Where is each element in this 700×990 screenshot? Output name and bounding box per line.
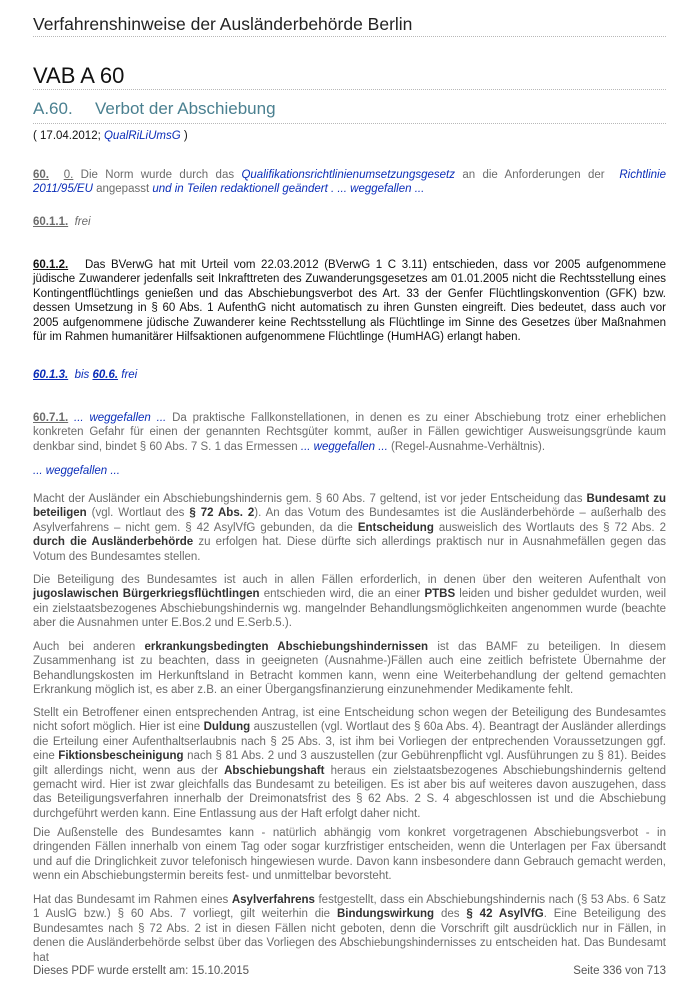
- text: leiden und bisher geduldet wurden, weil ein zielstaatsbezogenes Abschiebungshindernis wg. mangelnder Behandlungsmöglichkeiten angenommen wurde (beachte aber die Ausnahmen unter E.Bos.2 und E.Serb.5.).: [33, 588, 667, 630]
- ref-60-1-2[interactable]: 60.1.2.: [33, 259, 69, 271]
- date-text: 17.04.2012: [40, 130, 98, 142]
- text: ist das BAMF zu beteiligen. In diesem Zusammenhang ist zu beachten, dass in geeigneten (Ausnahme-)Fällen auch eine zeitlich befristete Übernahme der Behandlungskosten im Herkunftsland in Betracht kommen kann, wenn eine Weiterbehandlung der geltend gemachten Erkrankung möglich ist, es aber z.B. an einer Übergangsfinanzierung einzunehmender Medikamente fehlt.: [33, 641, 667, 697]
- text: heraus ein zielstaatsbezogenes Abschiebungshindernis geltend gemacht wird. Hier ist zwar gleichfalls das Bundesamt zu beteiligen. Es ist aber bis auf weiteres davon auszugehen, dass das Beteiligungsverfahren innerhalb der Dreimonatsfrist des § 62 Abs. 2 S. 4 abgeschlossen ist und die Abschiebung durchgeführt werden kann. Eine Entlassung aus der Haft erfolgt daher nicht.: [33, 764, 666, 820]
- text: an die Anforderungen der: [462, 169, 605, 181]
- text: Die Beteiligung des Bundesamtes ist auch in allen Fällen erforderlich, in denen über den weiteren Aufenthalt von: [33, 574, 666, 586]
- para-60: [33, 168, 666, 197]
- bold-text: Bundesamt zu beteiligen: [33, 493, 666, 520]
- text: nach § 81 Abs. 2 und 3 auszustellen (zur Gebührenpflicht vgl. Ausführungen zu § 81). Beides gilt allerdings nicht, wenn aus der: [33, 750, 666, 777]
- amendment-link[interactable]: QualRiLiUmsG: [103, 130, 181, 142]
- para-abschiebungshindernis: [33, 492, 666, 564]
- section-number: A.60.: [33, 99, 73, 118]
- text: auszustellen (vgl. Wortlaut des § 60a Abs. 4). Beantragt der Ausländer allerdings die Erteilung einer Aufenthaltserlaubnis nach § 25 Abs. 3, ist ihm bei Vorliegen der entprechenden Voraussetzungen ggf. eine: [33, 721, 666, 763]
- link-weggefallen[interactable]: ... weggefallen ...: [33, 465, 120, 477]
- para-asylverfahren: [33, 893, 666, 965]
- link-weggefallen[interactable]: und in Teilen redaktionell geändert . ... weggefallen ...: [152, 183, 425, 196]
- bold-text: Fiktionsbescheinigung: [58, 750, 184, 763]
- ref-60-1-3[interactable]: 60.1.3.: [33, 369, 69, 381]
- text: ausweislich des Wortlauts des § 72 Abs. 2: [438, 521, 667, 534]
- divider: [33, 123, 666, 124]
- bold-text: Bindungswirkung: [336, 908, 435, 921]
- amendment-date: ( 17.04.2012; QualRiLiUmsG ): [33, 130, 188, 142]
- header-divider: [33, 36, 666, 37]
- text: . Eine Beteiligung des Bundesamtes nach § 72 Abs. 2 ist in diesen Fällen nicht geboten, denn die Vorschrift gilt ausdrücklich nur in Fällen, in denen die Ausländerbehörde selbst über das Vorliegen des Abschiebungshindernisses zu entscheiden hat. Das Bundesamt hat: [33, 908, 667, 964]
- bold-text: Duldung: [203, 721, 251, 734]
- text: Stellt ein Betroffener einen entsprechenden Antrag, ist eine Entscheidung schon wegen der Beteiligung des Bundesamtes nicht sofort möglich. Hier ist eine: [33, 707, 666, 734]
- para-aussenstelle: [33, 826, 666, 884]
- bold-text: jugoslawischen Bürgerkriegsflüchtlingen: [33, 588, 260, 601]
- text: Macht der Ausländer ein Abschiebungshindernis gem. § 60 Abs. 7 geltend, ist vor jeder Entscheidung das: [33, 493, 583, 505]
- text: ). An das Votum des Bundesamtes ist die Ausländerbehörde – außerhalb des Asylverfahrens – nicht gem. § 42 AsylVfG gebunden, da die: [33, 507, 667, 534]
- text: entschieden wird, die an einer: [263, 588, 421, 601]
- bold-text: Abschiebungshaft: [224, 764, 325, 777]
- text: angepasst: [96, 183, 150, 196]
- para-60-1-2: [33, 258, 666, 344]
- ref-60-7-1[interactable]: 60.7.1.: [33, 412, 69, 424]
- ref-60-0[interactable]: 0.: [63, 169, 74, 181]
- text: frei: [74, 216, 91, 228]
- document-page: [33, 0, 666, 142]
- para-erkrankung: [33, 640, 666, 698]
- link-qualifikation[interactable]: Qualifikationsrichtlinienumsetzungsgesetz: [241, 169, 455, 181]
- bold-text: erkrankungsbedingten Abschiebungshindernissen: [144, 641, 429, 653]
- text: frei: [121, 369, 138, 381]
- text: Das BVerwG hat mit Urteil vom 22.03.2012 (BVerwG 1 C 3.11) entschieden, dass vor 2005 aufgenommene jüdische Zuwanderer jedenfalls seit Inkrafttreten des Zuwanderungsgesetzes am 01.01.2005 nicht die Rechtsstellung eines Kontingentflüchtlings genießen und das Abschiebungsverbot des Art. 33 der Genfer Flüchtlingskonvention (GFK) bzw. dessen Umsetzung in § 60 Abs. 1 AufenthG nicht automatisch zu ihren Gunsten eingreift. Dies bedeutet, dass auch vor 2005 aufgenommene jüdische Zuwanderer keine Rechtsstellung als Flüchtlinge im Sinne des Gesetzes über Maßnahmen für im Rahmen humanitärer Hilfsaktionen aufgenommene Flüchtlinge (HumHAG) erlangt haben.: [33, 259, 667, 344]
- bold-text: Entscheidung: [357, 521, 434, 534]
- divider: [33, 89, 666, 90]
- bold-text: Asylverfahrens: [231, 894, 315, 906]
- para-60-1-1: [33, 215, 666, 229]
- ref-60-1-1[interactable]: 60.1.1.: [33, 216, 69, 228]
- bold-text: § 72 Abs. 2: [189, 507, 255, 520]
- header-title: Verfahrenshinweise der Ausländerbehörde Berlin: [33, 14, 413, 34]
- section-heading: [33, 95, 666, 123]
- text: Die Norm wurde durch das: [80, 169, 235, 181]
- text: festgestellt, dass ein Abschiebungshindernis nach (§ 53 Abs. 6 Satz 1 AuslG bzw.) § 60 Abs. 7 vorliegt, gilt weiterhin die: [33, 894, 666, 921]
- document-code: VAB A 60: [33, 63, 125, 88]
- text: Die Außenstelle des Bundesamtes kann - natürlich abhängig vom konkret vorgetragenen Abschiebungsverbot - in dringenden Fällen innerhalb von einem Tag oder sogar kurzfristiger entscheiden, wenn die Unterlagen per Fax übersandt und auf die Dringlichkeit zuvor telefonisch hingewiesen wurde. Davon kann insbesondere dann Gebrauch gemacht werden, wenn ein Abschiebungstermin bereits fest- und unmittelbar bevorsteht.: [33, 827, 666, 883]
- link-richtlinie[interactable]: Richtlinie 2011/95/EU: [33, 169, 667, 196]
- para-60-1-3: [33, 368, 666, 382]
- bold-text: durch die Ausländerbehörde: [33, 536, 194, 549]
- para-beteiligung: [33, 573, 666, 631]
- pdf-created-date: Dieses PDF wurde erstellt am: 15.10.2015: [33, 965, 250, 977]
- bold-text: § 42 AsylVfG: [466, 908, 544, 921]
- text: Hat das Bundesamt im Rahmen eines: [33, 894, 229, 906]
- para-weggefallen: [33, 464, 666, 478]
- text: (vgl. Wortlaut des: [91, 507, 185, 520]
- link-weggefallen[interactable]: ... weggefallen ...: [300, 440, 388, 453]
- ref-60[interactable]: 60.: [33, 169, 49, 181]
- text: des: [440, 908, 460, 921]
- text: bis: [74, 369, 90, 381]
- page-number: Seite 336 von 713: [573, 965, 666, 977]
- text: (Regel-Ausnahme-Verhältnis).: [391, 440, 546, 453]
- section-title: Verbot der Abschiebung: [95, 99, 276, 118]
- link-weggefallen[interactable]: ... weggefallen ...: [74, 412, 167, 424]
- page-footer: [33, 965, 666, 977]
- ref-60-6[interactable]: 60.6.: [92, 369, 119, 381]
- text: Da praktische Fallkonstellationen, in denen es zu einer Abschiebung trotz einer erheblichen konkreten Gefahr für einen der genannten Rechtsgüter kommt, außer in Fällen gewichtiger Ausweisungsgründe kaum denkbar sind, bindet § 60 Abs. 7 S. 1 das Ermessen: [33, 412, 666, 453]
- text: Auch bei anderen: [33, 641, 136, 653]
- para-duldung: [33, 706, 666, 821]
- para-60-7-1: [33, 411, 666, 454]
- bold-text: PTBS: [424, 588, 456, 601]
- text: zu erfolgen hat. Diese dürfte sich allerdings praktisch nur in Ausnahmefällen gegen das Votum des Bundesamtes stellen.: [33, 536, 666, 563]
